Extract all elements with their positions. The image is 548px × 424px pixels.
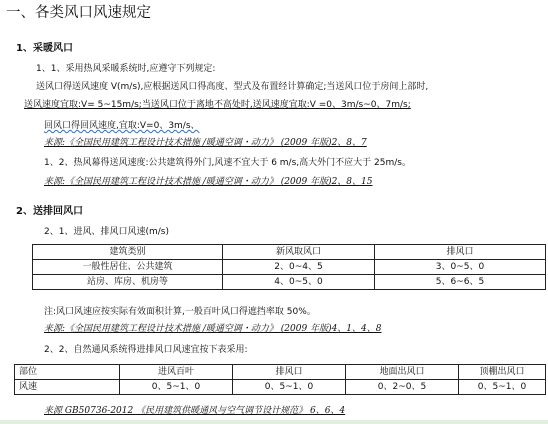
table-cell: 4、0~5、0: [223, 275, 375, 290]
vent-speed-table: [32, 244, 546, 290]
column-header: 排风口: [375, 245, 546, 260]
source-citation: 来源:《全国民用建筑工程设计技术措施 /暖通空调・动力》 (2009 年版)4、1、4、8: [44, 324, 382, 334]
paragraph-text: 1、1、采用热风采暖系统时,应遵守下列规定:: [36, 64, 216, 74]
table-cell: 2、0~4、5: [223, 260, 375, 275]
section-heading-heating-vents: 1、采暖风口: [16, 43, 73, 54]
table-cell: 一般性居住、公共建筑: [33, 260, 223, 275]
subsection-heading: 2、2、自然通风系统得进排风口风速宜按下表采用:: [44, 345, 248, 355]
column-header: 顶棚出风口: [459, 365, 546, 380]
column-header: 地面出风口: [346, 365, 459, 380]
column-header: 新风取风口: [223, 245, 375, 260]
table-cell: 0、5~1、0: [459, 380, 546, 395]
paragraph-text: 送风速度宜取:V= 5~15m/s;当送风口位于离地不高处时,送风速度宜取:V =0、3m/s~0、7m/s;: [24, 100, 411, 110]
table-cell: 风速: [15, 380, 120, 395]
source-citation: 来源 GB50736-2012 《民用建筑供暖通风与空气调节设计规范》 6、6、4: [44, 406, 346, 416]
page-bottom-edge: [0, 420, 548, 424]
table-row: [15, 380, 546, 395]
column-header: 部位: [15, 365, 120, 380]
source-citation: 来源:《全国民用建筑工程设计技术措施 /暖通空调・动力》 (2009 年版)2、8、15: [44, 177, 373, 187]
column-header: 建筑类别: [33, 245, 223, 260]
page-title: 一、各类风口风速规定: [6, 5, 151, 21]
paragraph-text: 1、2、热风幕得送风速度:公共建筑得外门,风速不宜大于 6 m/s,高大外门不应大于 25m/s。: [44, 158, 411, 168]
table-cell: 0、5~1、0: [233, 380, 346, 395]
source-citation: 来源:《全国民用建筑工程设计技术措施 /暖通空调・动力》 (2009 年版)2、8、7: [44, 138, 367, 148]
section-heading-supply-exhaust-vents: 2、送排回风口: [16, 206, 83, 217]
subsection-heading: 2、1、进风、排风口风速(m/s): [44, 227, 169, 237]
table-cell: 站房、库房、机房等: [33, 275, 223, 290]
paragraph-text: 回风口得回风速度,宜取:V=0、3m/s、: [44, 121, 200, 131]
paragraph-text: 送风口得送风速度 V(m/s),应根据送风口得高度、型式及布置经计算确定;当送风口位于房间上部时,: [36, 82, 429, 92]
table-note: 注:风口风速应按实际有效面积计算,一般百叶风口得遮挡率取 50%。: [44, 307, 316, 317]
table-header-row: [33, 245, 546, 260]
column-header: 进风百叶: [120, 365, 233, 380]
table-cell: 5、6~6、5: [375, 275, 546, 290]
column-header: 排风口: [233, 365, 346, 380]
natural-ventilation-table: [14, 364, 546, 395]
table-cell: 0、2~0、5: [346, 380, 459, 395]
table-cell: 0、5~1、0: [120, 380, 233, 395]
table-header-row: [15, 365, 546, 380]
table-row: [33, 275, 546, 290]
table-row: [33, 260, 546, 275]
table-cell: 3、0~5、0: [375, 260, 546, 275]
